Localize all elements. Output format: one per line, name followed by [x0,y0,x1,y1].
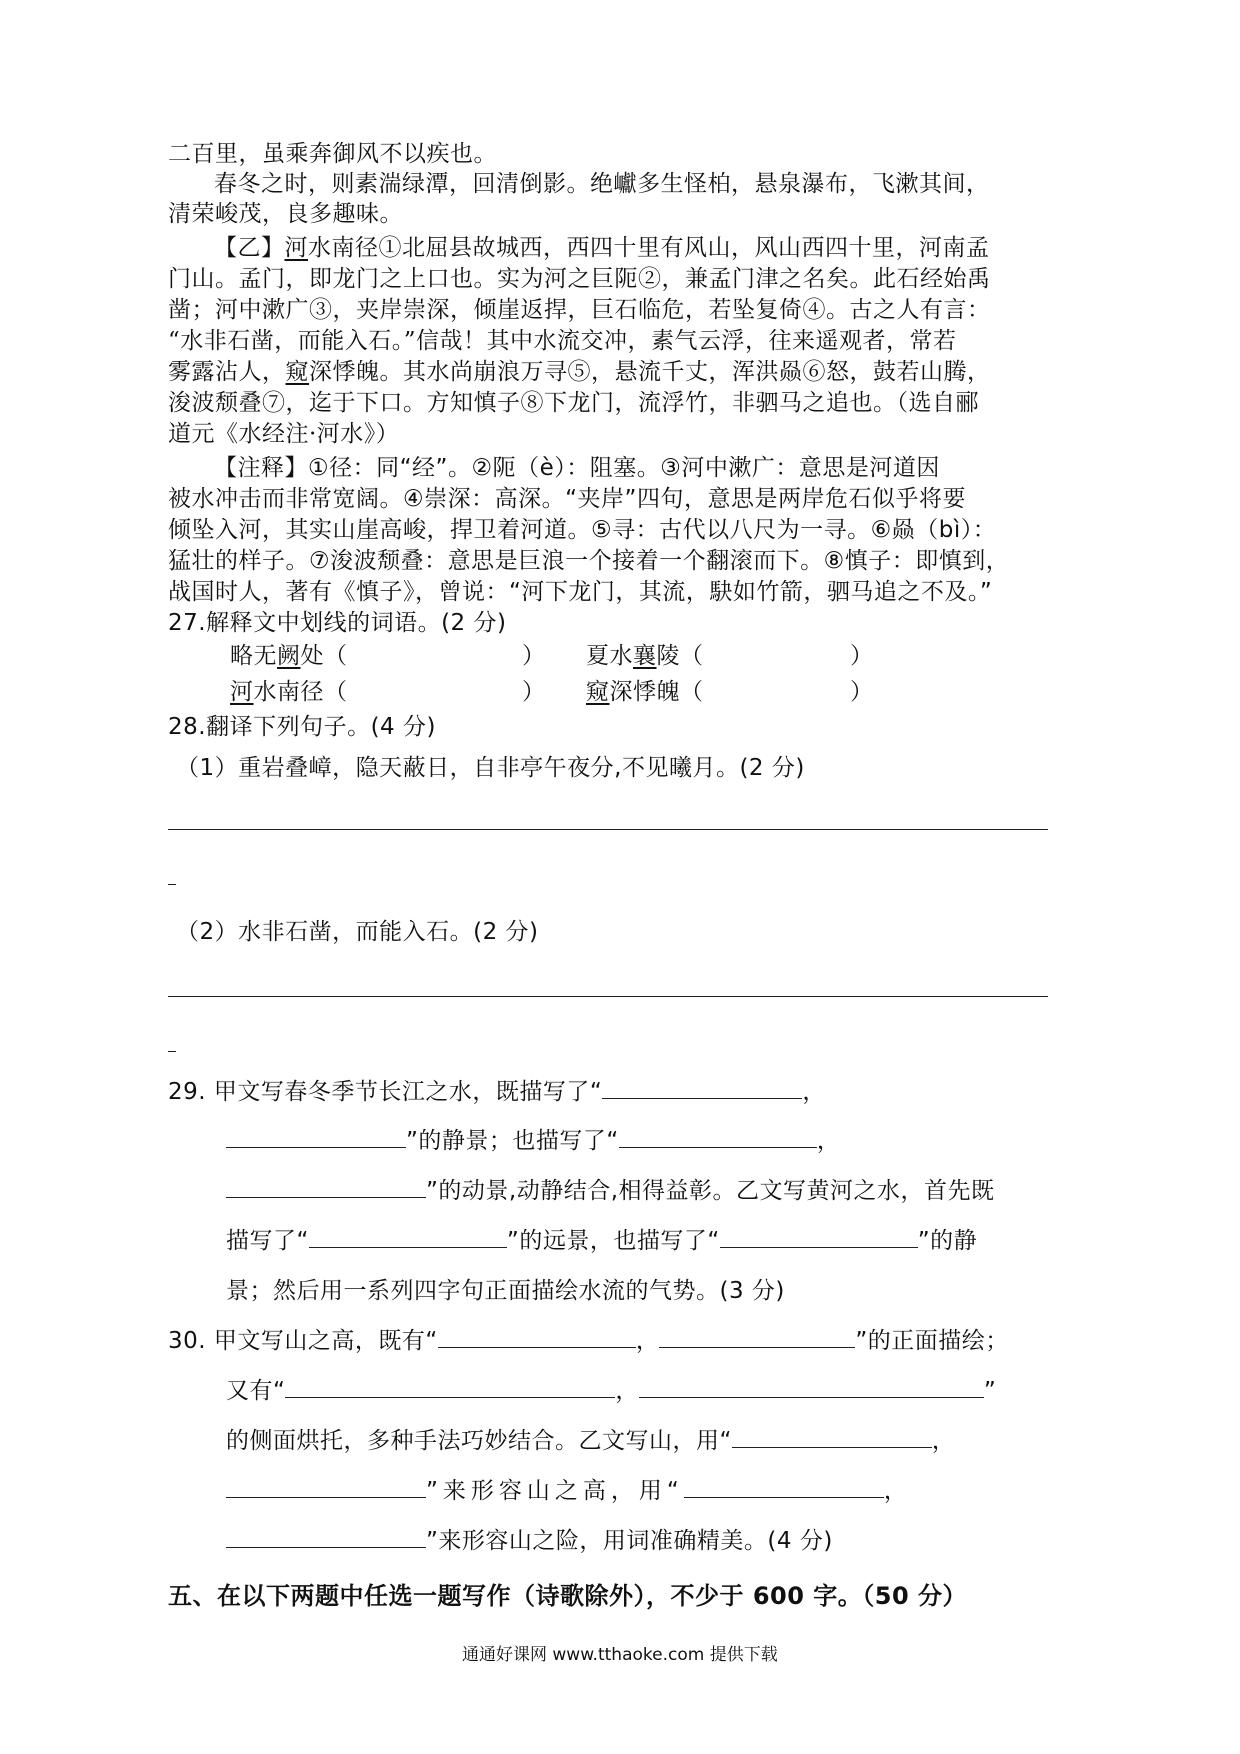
q29-blank-1[interactable] [602,1076,802,1099]
passage-yi-line-5-rest: 深悸魄。其水尚崩浪万寻⑤，悬流千丈，浑洪赑⑥怒，鼓若山腾， [309,359,991,385]
underlined-word-he: 河 [284,235,308,261]
q27-word-4-b: 深悸魄（ [609,679,704,705]
passage-yi-mark: 【乙】 [214,235,285,261]
q27-word-1-a: 略无 [230,643,277,669]
passage-yi-line-7: 道元《水经注·河水》） [168,421,400,447]
q30-blank-1[interactable] [438,1325,636,1348]
passage-yi-line-2: 门山。孟门，即龙门之上口也。实为河之巨阨②，兼孟门津之名矣。此石经始禹 [168,266,991,292]
q29-line-2 [226,1125,840,1157]
q30-line-1 [168,1325,1009,1357]
underlined-word-kui: 窥 [285,359,309,385]
notes-line-4: 猛壮的样子。⑦浚波颓叠：意思是巨浪一个接着一个翻滚而下。⑧慎子：即慎到， [168,548,1010,574]
q30-line-2-c: ” [983,1378,997,1404]
q28-answer-line-1 [168,829,1048,830]
q30-blank-2[interactable] [659,1325,855,1348]
q29-blank-4[interactable] [226,1175,426,1198]
q27-word-4 [586,676,704,708]
q30-line-3-a: 的侧面烘托，多种手法巧妙结合。乙文写山，用“ [226,1428,732,1454]
passage-yi-line-3: 凿；河中漱广③，夹岸崇深，倾崖返捍，巨石临危，若坠复倚④。古之人有言： [168,297,991,323]
q29-blank-3[interactable] [619,1125,817,1148]
notes-line-2: 被水冲击而非常宽阔。④崇深：高深。“夹岸”四句，意思是两岸危石似乎将要 [168,486,966,512]
q30-blank-7[interactable] [684,1475,884,1498]
q30-line-1-a: 30. 甲文写山之高，既有“ [168,1328,438,1354]
q29-line-4-b: ”的远景，也描写了“ [506,1228,720,1254]
q30-line-5 [226,1525,833,1557]
q30-line-1-c: ”的正面描绘； [855,1328,1009,1354]
q27-word-1-close: ） [522,643,546,669]
q27-word-2-b: 陵（ [656,643,704,669]
q30-blank-8[interactable] [226,1525,426,1548]
q29-line-3 [226,1175,995,1207]
q27-word-1-b: 处（ [300,643,348,669]
q29-line-4-c: ”的静 [917,1228,978,1254]
q30-line-2 [226,1375,996,1407]
q30-line-4-a: ”来形容山之高，用“ [426,1478,684,1504]
q30-line-1-b: ， [635,1328,660,1354]
q27-word-3-close: ） [522,679,546,705]
q29-line-1-text: 29. 甲文写春冬季节长江之水，既描写了“ [168,1079,603,1105]
q27-word-4-underlined: 窥 [586,679,610,705]
q29-line-3-end: ”的动景,动静结合,相得益彰。乙文写黄河之水，首先既 [426,1178,995,1204]
q29-line-2-end: ， [816,1128,841,1154]
q28-answer-line-1-tail [168,884,176,885]
q29-blank-5[interactable] [309,1225,507,1248]
q30-line-2-b: ， [615,1378,639,1404]
passage-yi-line-4: “水非石凿，而能入石。”信哉！其中水流交冲，素气云浮，往来遥观者，常若 [168,328,957,354]
q27-word-3-underlined: 河 [230,679,254,705]
notes-line-1: 【注释】①径：同“经”。②阨（è）：阻塞。③河中漱广：意思是河道因 [214,455,940,481]
q27-word-2-close: ） [850,643,874,669]
q30-blank-3[interactable] [285,1375,615,1398]
q29-blank-2[interactable] [226,1125,406,1148]
section-5-heading: 五、在以下两题中任选一题写作（诗歌除外），不少于 600 字。（50 分） [168,1582,968,1610]
q30-line-4 [226,1475,912,1507]
q27-word-1 [230,640,348,672]
q29-line-4 [226,1225,977,1257]
q28-sentence-1: （1）重岩叠嶂，隐天蔽日，自非亭午夜分,不见曦月。(2 分) [176,755,805,781]
passage-jia-line-2: 春冬之时，则素湍绿潭，回清倒影。绝巘多生怪柏，悬泉瀑布，飞漱其间， [214,171,990,197]
passage-yi-line-5-pre: 雾露沾人， [168,359,286,385]
q28-answer-line-2 [168,996,1048,997]
q27-word-3 [230,676,348,708]
q29-line-1 [168,1076,826,1108]
question-27-stem: 27.解释文中划线的词语。(2 分) [168,610,507,636]
passage-jia-line-3: 清荣峻茂，良多趣味。 [168,201,403,227]
q29-line-4-a: 描写了“ [226,1228,309,1254]
q28-sentence-2: （2）水非石凿，而能入石。(2 分) [176,919,539,945]
q29-blank-6[interactable] [720,1225,918,1248]
q30-blank-4[interactable] [639,1375,984,1398]
passage-yi-line-1 [214,232,990,264]
q27-word-2-underlined: 襄 [633,643,657,669]
passage-yi-line-5 [168,356,991,388]
passage-jia-line-1: 二百里，虽乘奔御风不以疾也。 [168,141,497,167]
q27-word-4-close: ） [850,679,874,705]
notes-line-5: 战国时人，著有《慎子》，曾说：“河下龙门，其流，駃如竹箭，驷马追之不及。” [168,579,993,605]
q29-line-2-mid: ”的静景；也描写了“ [406,1128,619,1154]
q29-line-1-end: ， [802,1079,826,1105]
q27-word-1-underlined: 阙 [277,643,301,669]
q27-word-2-a: 夏水 [586,643,633,669]
notes-line-3: 倾坠入河，其实山崖高峻，捍卫着河道。⑤寻：古代以八尺为一寻。⑥赑（bì）： [168,517,997,543]
q30-line-3 [226,1425,955,1457]
q29-line-5: 景；然后用一系列四字句正面描绘水流的气势。(3 分) [226,1278,785,1304]
passage-yi-line-1-text: 水南径①北屈县故城西，西四十里有风山，风山西四十里，河南孟 [308,235,990,261]
q30-blank-5[interactable] [732,1425,932,1448]
q28-answer-line-2-tail [168,1051,176,1052]
q27-word-3-b: 水南径（ [253,679,348,705]
question-28-stem: 28.翻译下列句子。(4 分) [168,714,436,740]
q30-blank-6[interactable] [226,1475,426,1498]
q30-line-2-a: 又有“ [226,1378,286,1404]
passage-yi-line-6: 浚波颓叠⑦，迄于下口。方知慎子⑧下龙门，流浮竹，非驷马之追也。（选自郦 [168,390,979,416]
q30-line-4-b: ， [883,1478,912,1504]
q30-line-3-b: ， [931,1428,956,1454]
q27-word-2 [586,640,704,672]
page-footer: 通通好课网 www.tthaoke.com 提供下载 [462,1645,778,1665]
q30-line-5-a: ”来形容山之险，用词准确精美。(4 分) [426,1528,833,1554]
